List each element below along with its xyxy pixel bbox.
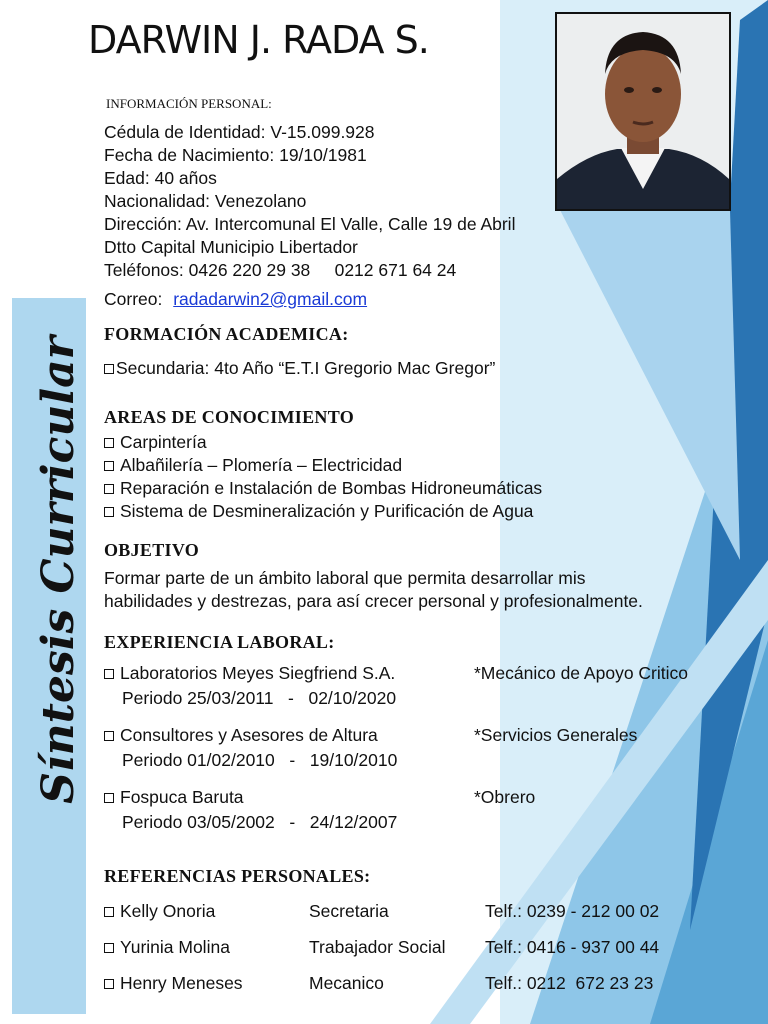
reference-phone: Telf.: 0416 - 937 00 44	[485, 937, 660, 957]
personal-line: Edad: 40 años	[104, 168, 217, 188]
personal-line: Cédula de Identidad: V-15.099.928	[104, 122, 375, 142]
list-item	[104, 500, 542, 523]
reference-name: Henry Meneses	[120, 973, 243, 993]
references-list	[104, 900, 659, 1008]
reference-role: Secretaria	[309, 901, 389, 921]
personal-info-heading: INFORMACIÓN PERSONAL:	[106, 96, 272, 111]
objective-heading: OBJETIVO	[104, 540, 200, 560]
reference-role: Mecanico	[309, 973, 384, 993]
reference-phone: Telf.: 0212 672 23 23	[485, 973, 654, 993]
person-name: DARWIN J. RADA S.	[88, 18, 429, 62]
checkbox-bullet-icon	[104, 438, 114, 448]
checkbox-bullet-icon	[104, 507, 114, 517]
experience-period: Periodo 25/03/2011 - 02/10/2020	[122, 688, 397, 708]
objective-line: habilidades y destrezas, para así crecer personal y profesionalmente.	[104, 591, 643, 611]
email-row	[104, 288, 367, 311]
knowledge-list	[104, 431, 542, 523]
personal-line: Teléfonos: 0426 220 29 38 0212 671 64 24	[104, 260, 457, 280]
experience-company: Fospuca Baruta	[120, 787, 244, 807]
education-heading: FORMACIÓN ACADEMICA:	[104, 324, 349, 344]
email-label: Correo:	[104, 289, 163, 309]
experience-item	[104, 662, 688, 710]
experience-item	[104, 724, 637, 772]
checkbox-bullet-icon	[104, 793, 114, 803]
profile-photo	[555, 12, 731, 211]
education-item	[104, 357, 495, 380]
checkbox-bullet-icon	[104, 907, 114, 917]
reference-phone: Telf.: 0239 - 212 00 02	[485, 901, 660, 921]
experience-role: *Servicios Generales	[474, 725, 638, 745]
checkbox-bullet-icon	[104, 461, 114, 471]
experience-item	[104, 786, 535, 834]
list-item-text: Reparación e Instalación de Bombas Hidroneumáticas	[120, 478, 543, 498]
experience-company: Consultores y Asesores de Altura	[120, 725, 378, 745]
references-heading: REFERENCIAS PERSONALES:	[104, 866, 371, 886]
objective-line: Formar parte de un ámbito laboral que permita desarrollar mis	[104, 568, 586, 588]
reference-role: Trabajador Social	[309, 937, 446, 957]
person-avatar-icon	[557, 14, 729, 209]
list-item-text: Albañilería – Plomería – Electricidad	[120, 455, 403, 475]
experience-heading: EXPERIENCIA LABORAL:	[104, 632, 335, 652]
checkbox-bullet-icon	[104, 731, 114, 741]
list-item	[104, 431, 542, 454]
objective-text	[104, 567, 643, 613]
personal-line: Nacionalidad: Venezolano	[104, 191, 307, 211]
reference-row	[104, 900, 659, 936]
vertical-title: Síntesis Curricular	[33, 336, 84, 804]
reference-row	[104, 936, 659, 972]
personal-info-block	[104, 121, 515, 282]
personal-line: Fecha de Nacimiento: 19/10/1981	[104, 145, 367, 165]
list-item-text: Sistema de Desmineralización y Purificación de Agua	[120, 501, 534, 521]
reference-row	[104, 972, 659, 1008]
checkbox-bullet-icon	[104, 979, 114, 989]
experience-role: *Obrero	[474, 787, 536, 807]
reference-name: Kelly Onoria	[120, 901, 216, 921]
email-link[interactable]: radadarwin2@gmail.com	[173, 289, 368, 309]
list-item	[104, 454, 542, 477]
knowledge-heading: AREAS DE CONOCIMIENTO	[104, 407, 355, 427]
education-item-text: Secundaria: 4to Año “E.T.I Gregorio Mac Gregor”	[116, 358, 496, 378]
list-item-text: Carpintería	[120, 432, 207, 452]
experience-role: *Mecánico de Apoyo Critico	[474, 663, 688, 683]
experience-period: Periodo 01/02/2010 - 19/10/2010	[122, 750, 398, 770]
experience-company: Laboratorios Meyes Siegfriend S.A.	[120, 663, 396, 683]
experience-period: Periodo 03/05/2002 - 24/12/2007	[122, 812, 398, 832]
checkbox-bullet-icon	[104, 364, 114, 374]
checkbox-bullet-icon	[104, 484, 114, 494]
personal-line: Dtto Capital Municipio Libertador	[104, 237, 358, 257]
checkbox-bullet-icon	[104, 943, 114, 953]
reference-name: Yurinia Molina	[120, 937, 230, 957]
list-item	[104, 477, 542, 500]
personal-line: Dirección: Av. Intercomunal El Valle, Calle 19 de Abril	[104, 214, 516, 234]
checkbox-bullet-icon	[104, 669, 114, 679]
